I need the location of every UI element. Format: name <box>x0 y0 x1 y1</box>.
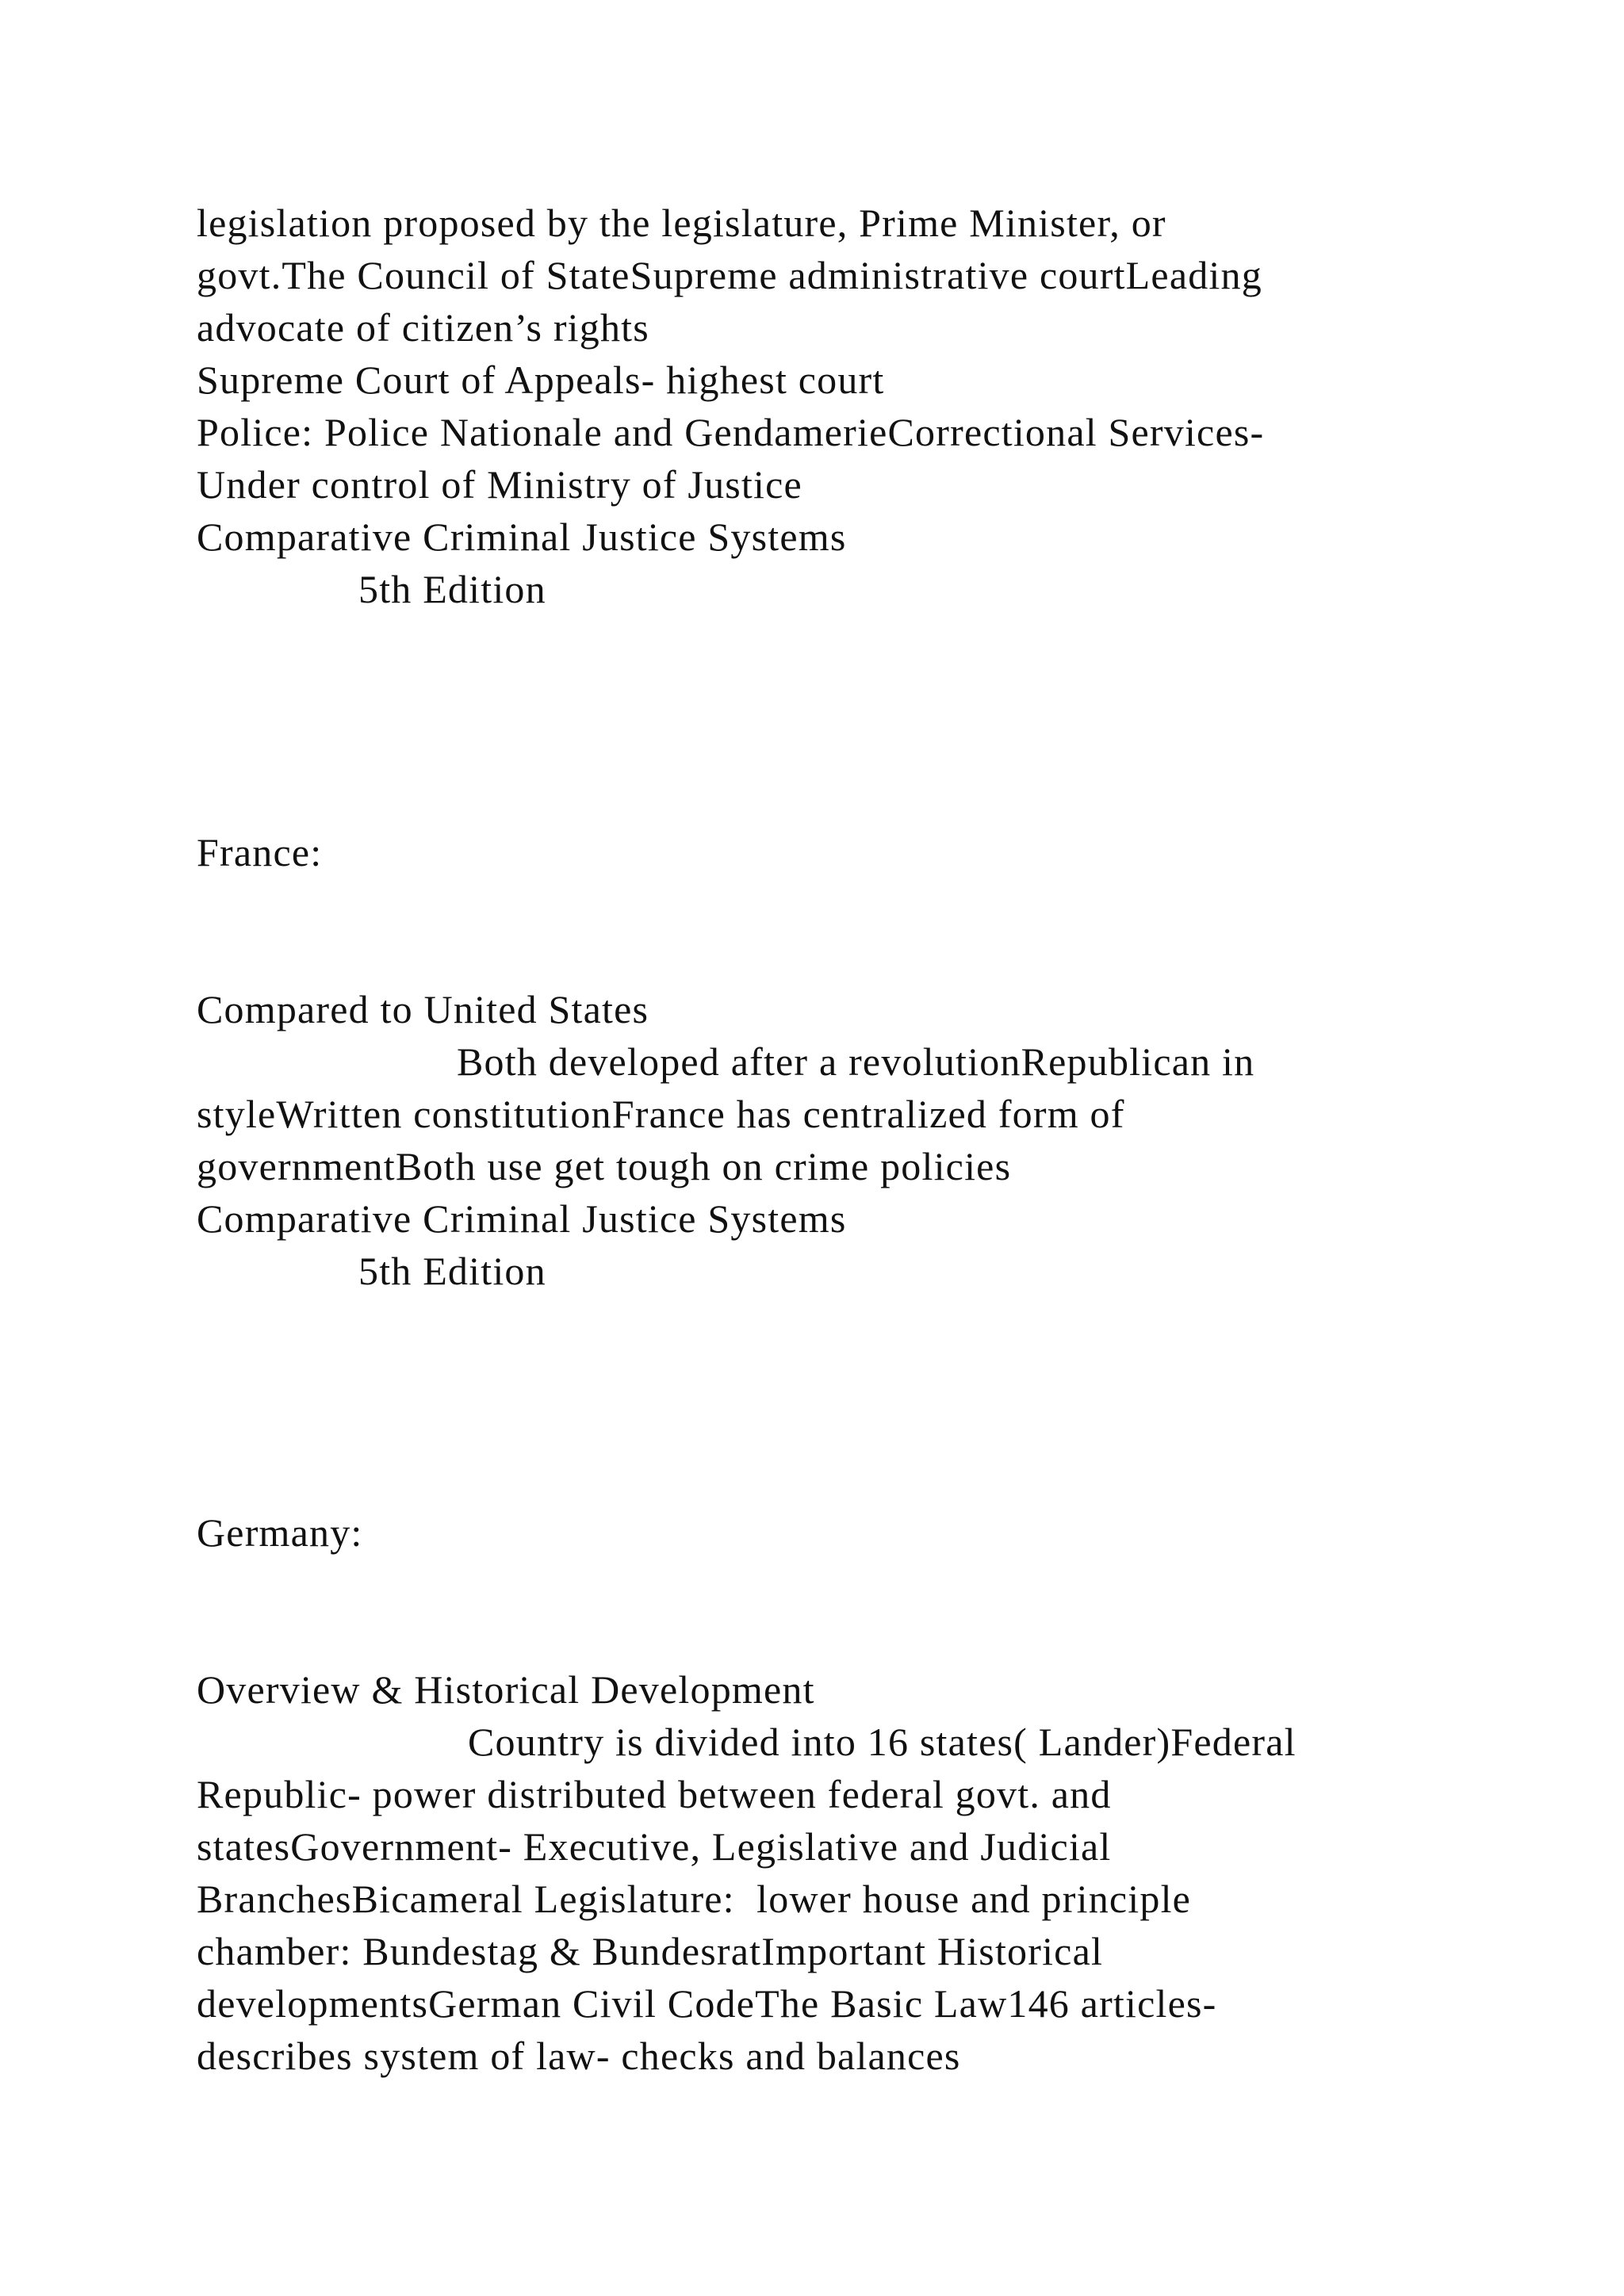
text-line: govt.The Council of StateSupreme administrative courtLeading <box>197 253 1262 297</box>
text-line: Police: Police Nationale and GendamerieCorrectional Services- <box>197 410 1265 454</box>
text-line: Under control of Ministry of Justice <box>197 462 802 507</box>
text-line: legislation proposed by the legislature, Prime Minister, or <box>197 201 1166 245</box>
text-line: Republic- power distributed between federal govt. and <box>197 1772 1112 1816</box>
section-heading-france: France: <box>197 830 323 874</box>
text-line: advocate of citizen’s rights <box>197 305 649 350</box>
text-line: styleWritten constitutionFrance has centralized form of <box>197 1092 1125 1136</box>
text-line: Supreme Court of Appeals- highest court <box>197 358 885 402</box>
text-line: developmentsGerman Civil CodeThe Basic Law146 articles- <box>197 1981 1217 2026</box>
text-line: statesGovernment- Executive, Legislative and Judicial <box>197 1824 1112 1869</box>
text-line: governmentBoth use get tough on crime policies <box>197 1144 1012 1188</box>
subsection-heading: Overview & Historical Development <box>197 1667 815 1712</box>
edition-line: 5th Edition <box>358 1249 546 1293</box>
edition-line: 5th Edition <box>358 567 546 611</box>
text-line: Comparative Criminal Justice Systems <box>197 1196 847 1241</box>
text-line: Comparative Criminal Justice Systems <box>197 515 847 559</box>
subsection-heading: Compared to United States <box>197 987 649 1031</box>
text-line: Both developed after a revolutionRepublican in <box>457 1039 1255 1084</box>
section-heading-germany: Germany: <box>197 1510 363 1555</box>
text-line: BranchesBicameral Legislature: lower house and principle <box>197 1877 1192 1921</box>
text-line: describes system of law- checks and balances <box>197 2034 961 2078</box>
text-line: Country is divided into 16 states( Lander)Federal <box>468 1720 1297 1764</box>
text-line: chamber: Bundestag & BundesratImportant Historical <box>197 1929 1104 1973</box>
